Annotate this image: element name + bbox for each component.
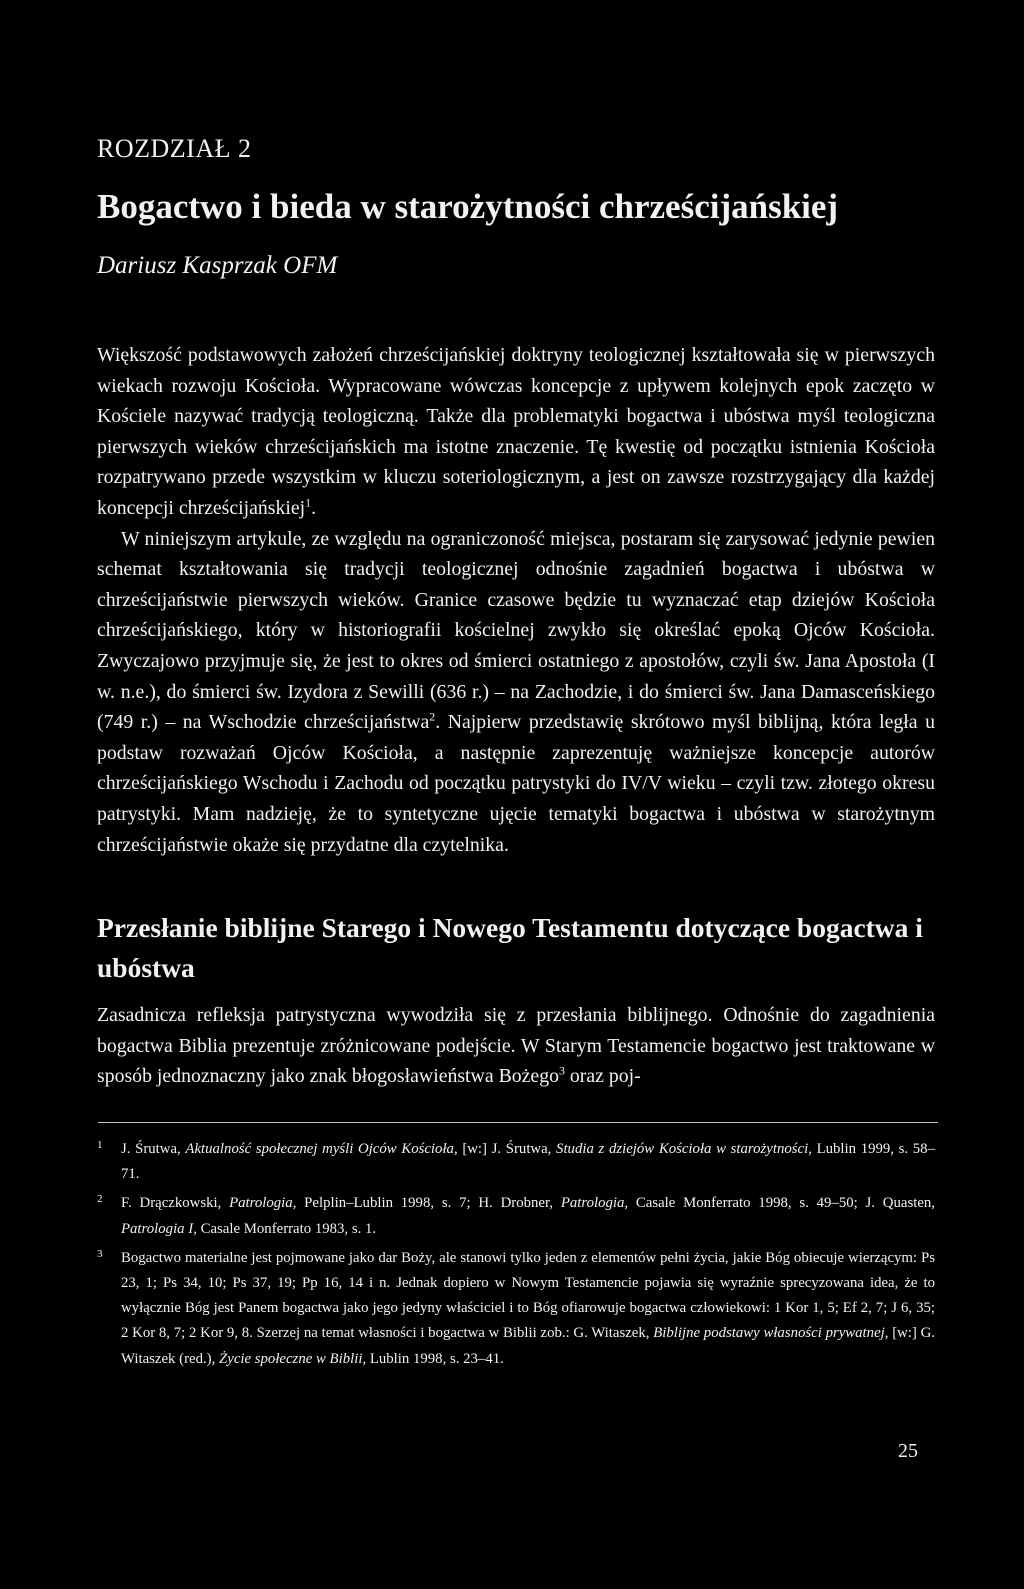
chapter-label: ROZDZIAŁ 2 — [97, 134, 252, 163]
author-name: Dariusz Kasprzak OFM — [97, 252, 338, 279]
footnote-ref-3: 3 — [559, 1063, 565, 1078]
intro-text — [97, 340, 935, 860]
footnote-divider — [98, 1122, 938, 1123]
section-text — [97, 1000, 935, 1092]
footnote-1: 1 J. Śrutwa, Aktualność społecznej myśli Ojców Kościoła, [w:] J. Śrutwa, Studia z dziejów Kościoła w starożytności, Lublin 1999, s. 58–71. — [97, 1139, 935, 1183]
section-heading: Przesłanie biblijne Starego i Nowego Testamentu dotyczące bogactwa i ubóstwa — [97, 912, 923, 983]
intro-paragraph-1: Większość podstawowych założeń chrześcijańskiej doktryny teologicznej kształtowała się w pierwszych wiekach rozwoju Kościoła. Wypracowane wówczas koncepcje z upływem kolejnych epok zaczęto w Kościele nazywać tradycją teologiczną. Także dla problematyki bogactwa i ubóstwa myśl teologiczna pierwszych wieków chrześcijańskich ma istotne znaczenie. Tę kwestię od początku istnienia Kościoła rozpatrywano przede wszystkim w kluczu soteriologicznym, a jest on zawsze rozstrzygający dla każdej koncepcji chrześcijańskiej$^1$. — [97, 344, 935, 519]
intro-paragraph-2: W niniejszym artykule, ze względu na ograniczoność miejsca, postaram się zarysować jedynie pewien schemat kształtowania się tradycji teologicznej odnośnie zagadnień bogactwa i ubóstwa w chrześcijaństwie pierwszych wieków. Granice czasowe będzie tu wyznaczać etap dziejów Kościoła chrześcijańskiego, który w historiografii kościelnej zwykło się określać epoką Ojców Kościoła. Zwyczajowo przyjmuje się, że jest to okres od śmierci ostatniego z apostołów, czyli św. Jana Apostoła (I w. n.e.), do śmierci św. Izydora z Sewilli (636 r.) – na Zachodzie, i do śmierci św. Jana Damasceńskiego (749 r.) – na Wschodzie chrześcijaństwa$^2$. Najpierw przedstawię skrótowo myśl biblijną, która legła u podstaw rozważań Ojców Kościoła, a następnie zaprezentuję ważniejsze koncepcje autorów chrześcijańskiego Wschodu i Zachodu od początku patrystyki do IV/V wieku – czyli tzw. złotego okresu patrystyki. Mam nadzieję, że to syntetyczne ujęcie tematyki bogactwa i ubóstwa w starożytnym chrześcijaństwie okaże się przydatne dla czytelnika. — [97, 527, 935, 856]
section-paragraph: Zasadnicza refleksja patrystyczna wywodziła się z przesłania biblijnego. Odnośnie do zagadnienia bogactwa Biblia prezentuje zróżnicowane podejście. W Starym Testamencie bogactwo jest traktowane w sposób jednoznaczny jako znak błogosławieństwa Bożego$^3$ oraz poj- — [97, 1004, 935, 1088]
footnotes — [97, 1133, 935, 1372]
chapter-title: Bogactwo i bieda w starożytności chrześcijańskiej — [97, 187, 839, 226]
footnote-ref-1: 1 — [305, 495, 312, 510]
footnote-3: 3 Bogactwo materialne jest pojmowane jako dar Boży, ale stanowi tylko jeden z elementów pełni życia, jakie Bóg obiecuje wierzącym: Ps 23, 1; Ps 34, 10; Ps 37, 19; Pp 16, 14 i n. Jednak dopiero w Nowym Testamencie pojawia się wyraźnie sprecyzowana idea, że to wyłącznie Bóg jest Panem bogactwa jako jego jedyny właściciel i to Bóg ofiarowuje bogactwa człowiekowi: 1 Kor 1, 5; Ef 2, 7; J 6, 35; 2 Kor 8, 7; 2 Kor 9, 8. Szerzej na temat własności i bogactwa w Biblii zob.: G. Witaszek, Biblijne podstawy własności prywatnej, [w:] G. Witaszek (red.), Życie społeczne w Biblii, Lublin 1998, s. 23–41. — [97, 1247, 935, 1367]
footnote-2: 2 F. Drączkowski, Patrologia, Pelplin–Lublin 1998, s. 7; H. Drobner, Patrologia, Casale Monferrato 1998, s. 49–50; J. Quasten, Patrologia I, Casale Monferrato 1983, s. 1. — [97, 1193, 935, 1237]
footnote-ref-2: 2 — [429, 709, 436, 724]
page-number: 25 — [898, 1440, 918, 1462]
